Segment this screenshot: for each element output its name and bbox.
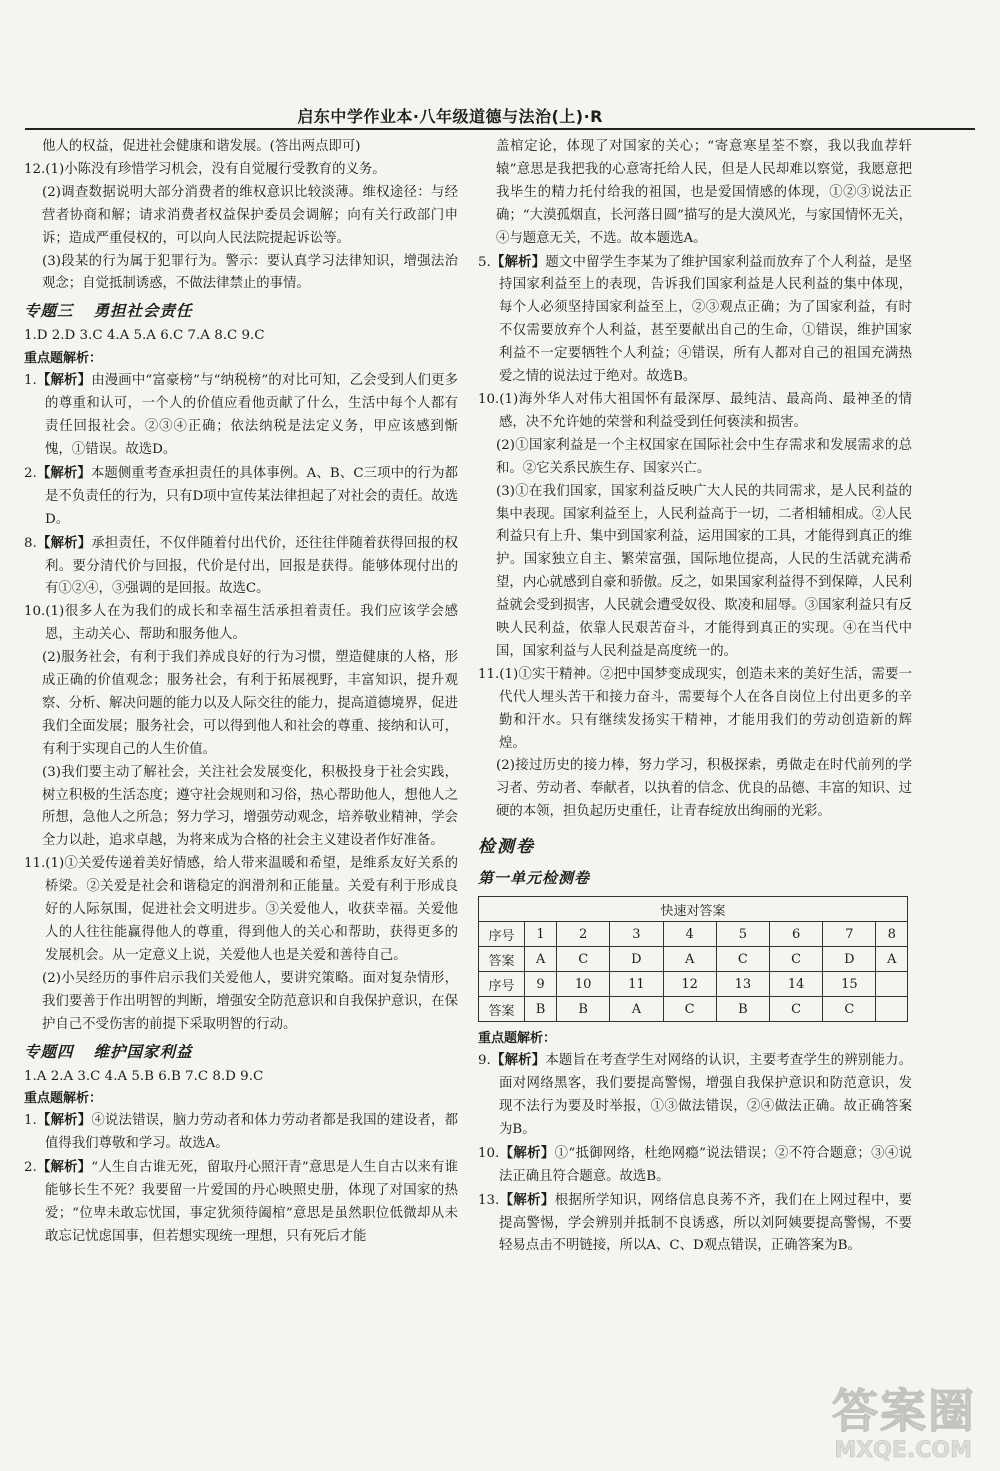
topic4-q11-part2: (2)接过历史的接力棒，努力学习，积极探索，勇做走在时代前列的学习者、劳动者、奉献者，以执着的信念、优良的品德、丰富的知识、过硬的本领，担负起历史重任，让青春绽放出绚丽的光彩。 <box>496 758 912 820</box>
continued-text: 盖棺定论，体现了对国家的关心；“寄意寒星荃不察，我以我血荐轩辕”意思是我把我的心意寄托给人民，但是人民却难以察觉，我愿意把我毕生的精力托付给我的祖国，也是爱国情感的体现，①②③说法正确；“大漠孤烟直，长河落日圆”描写的是大漠风光，与家国情怀无关，④与题意无关，不选。故本题选A。 <box>496 139 912 246</box>
topic3-q11-part1: 11.(1)①关爱传递着美好情感，给人带来温暖和希望，是维系友好关系的桥梁。②关爱是社会和谐稳定的润滑剂和正能量。关爱有利于形成良好的人际氛围，促进社会文明进步。③关爱他人，收获幸福。关爱他人的人往往能赢得他人的尊重，得到他人的关心和帮助，获得更多的发展机会。从一定意义上说，关爱他人也是关爱和善待自己。 <box>24 856 458 963</box>
topic4-title-a: 专题四 <box>24 1042 74 1061</box>
page-header <box>25 104 975 130</box>
topic4-title-b: 维护国家利益 <box>93 1042 193 1061</box>
topic3-analysis-8: 8.【解析】承担责任，不仅伴随着付出代价，还往往伴随着获得回报的权利。要分清代价与回报，代价是付出，回报是获得。能够体现付出的有①②④，③强调的是回报。故选C。 <box>24 534 459 597</box>
intro-text: 他人的权益，促进社会健康和谐发展。(答出两点即可) <box>42 139 361 154</box>
topic3-answers: 1.D 2.D 3.C 4.A 5.A 6.C 7.A 8.C 9.C <box>24 328 265 344</box>
topic4-q10-part1: 10.(1)海外华人对伟大祖国怀有最深厚、最纯洁、最高尚、最神圣的情感，决不允许她的荣誉和利益受到任何亵渎和损害。 <box>478 391 912 430</box>
topic3-title-a: 专题三 <box>24 302 74 321</box>
test-section-title: 检测卷 <box>478 837 535 858</box>
table-row: 答案 B B A C B C C <box>479 997 908 1022</box>
topic3-q10-part3: (3)我们要主动了解社会，关注社会发展变化，积极投身于社会实践，树立积极的生活态度；遵守社会规则和习俗，热心帮助他人，想他人之所想，急他人之所急；努力学习，增强劳动观念，培养敬业精神，学会全力以赴，追求卓越，为将来成为合格的社会主义建设者作好准备。 <box>42 764 458 849</box>
topic4-q10-part3: (3)①在我们国家，国家利益反映广大人民的共同需求，是人民利益的集中表现。国家利益至上，人民利益高于一切，二者相辅相成。②人民利益只有上升、集中到国家利益，运用国家的工具，才能得到真正的维护。国家独立自主、繁荣富强，国际地位提高，人民的生活就充满希望，内心就感到自豪和骄傲。反之，如果国家利益得不到保障，人民利益就会受到损害，人民就会遭受奴役、欺凌和屈辱。③国家利益只有反映人民利益，依靠人民艰苦奋斗，才能得到真正的实现。④在当代中国，国家利益与人民利益是高度统一的。 <box>496 483 912 659</box>
watermark-url: MXQE.COM <box>834 1438 972 1463</box>
topic3-q10-part1: 10.(1)很多人在为我们的成长和幸福生活承担着责任。我们应该学会感恩，主动关心、帮助和服务他人。 <box>24 604 458 643</box>
right-column <box>478 136 912 1258</box>
topic4-analysis-5: 5.【解析】题文中留学生李某为了维护国家利益而放弃了个人利益，是坚持国家利益至上的表现，告诉我们国家利益是人民利益的集中体现，每个人必须坚持国家利益至上，②③观点正确；为了国家利益，有时不仅需要放弃个人利益，甚至要献出自己的生命，①错误，维护国家利益不一定要牺牲个人利益；④错误，所有人都对自己的祖国充满热爱之情的说法过于绝对。故选B。 <box>478 253 913 385</box>
topic3-analysis-2: 2.【解析】本题侧重考查承担责任的具体事例。A、B、C三项中的行为都是不负责任的行为，只有D项中宣传某法律担起了对社会的责任。故选D。 <box>24 464 459 527</box>
topic4-title <box>24 1039 458 1066</box>
table-caption: 快速对答案 <box>479 897 908 922</box>
q12-part1: 12.(1)小陈没有珍惜学习机会，没有自觉履行受教育的义务。 <box>24 161 386 177</box>
unit-analysis-9: 9.【解析】本题旨在考查学生对网络的认识，主要考查学生的辨别能力。面对网络黑客，我们要提高警惕，增强自我保护意识和防范意识，发现不法行为要及时举报，①③做法错误，②④做法正确。故正确答案为B。 <box>478 1052 913 1137</box>
topic4-q10-part2: (2)①国家利益是一个主权国家在国际社会中生存需求和发展需求的总和。②它关系民族生存、国家兴亡。 <box>496 437 912 476</box>
table-row: 答案 A C D A C C D A <box>479 947 908 972</box>
watermark-text: 答案圈 <box>832 1384 976 1438</box>
q12-part2: (2)调查数据说明大部分消费者的维权意识比较淡薄。维权途径：与经营者协商和解；请求消费者权益保护委员会调解；向有关行政部门申诉；造成严重侵权的，可以向人民法院提起诉讼等。 <box>42 184 458 246</box>
quick-answer-table <box>478 896 908 1022</box>
unit-key-label: 重点题解析： <box>478 1031 557 1047</box>
topic4-answers: 1.A 2.A 3.C 4.A 5.B 6.B 7.C 8.D 9.C <box>24 1068 264 1084</box>
topic3-analysis-1: 1.【解析】由漫画中“富豪榜”与“纳税榜”的对比可知，乙会受到人们更多的尊重和认可，一个人的价值应看他贡献了什么，生活中每个人都有责任回报社会。②③④正确；依法纳税是法定义务，甲应该感到惭愧，①错误。故选D。 <box>24 372 459 457</box>
header-title: 启东中学作业本·八年级道德与法治(上)·R <box>297 107 603 126</box>
unit-analysis-13: 13.【解析】根据所学知识，网络信息良莠不齐，我们在上网过程中，要提高警惕，学会辨别并抵制不良诱惑，所以刘阿姨要提高警惕，不要轻易点击不明链接，所以A、C、D观点错误，正确答案为B。 <box>478 1191 913 1254</box>
topic4-key-label: 重点题解析： <box>24 1091 103 1107</box>
topic3-key-label: 重点题解析： <box>24 351 103 367</box>
table-row: 序号 9 10 11 12 13 14 15 <box>479 972 908 997</box>
unit-test-title: 第一单元检测卷 <box>478 869 591 888</box>
left-column <box>24 136 458 1249</box>
topic3-q11-part2: (2)小吴经历的事件启示我们关爱他人，要讲究策略。面对复杂情形，我们要善于作出明智的判断，增强安全防范意识和自我保护意识，在保护自己不受伤害的前提下采取明智的行动。 <box>42 970 458 1032</box>
table-row: 序号 1 2 3 4 5 6 7 8 <box>479 922 908 947</box>
topic3-title <box>24 298 458 325</box>
topic3-q10-part2: (2)服务社会，有利于我们养成良好的行为习惯，塑造健康的人格，形成正确的价值观念；服务社会，有利于拓展视野，丰富知识，提升观察、分析、解决问题的能力以及人际交往的能力，提高道德境界，促进我们全面发展；服务社会，可以得到他人和社会的尊重、接纳和认可，有利于实现自己的人生价值。 <box>42 650 458 757</box>
topic3-title-b: 勇担社会责任 <box>93 302 193 321</box>
q12-part3: (3)段某的行为属于犯罪行为。警示：要认真学习法律知识，增强法治观念；自觉抵制诱惑，不做法律禁止的事情。 <box>42 253 458 292</box>
topic4-analysis-2: 2.【解析】“人生自古谁无死，留取丹心照汗青”意思是人生自古以来有谁能够长生不死？我要留一片爱国的丹心映照史册，体现了对国家的热爱；“位卑未敢忘忧国，事定犹须待阖棺”意思是虽然职位低微却从未敢忘记忧虑国事，但若想实现统一理想，只有死后才能 <box>24 1159 458 1244</box>
topic4-q11-part1: 11.(1)①实干精神。②把中国梦变成现实，创造未来的美好生活，需要一代代人埋头苦干和接力奋斗，需要每个人在各自岗位上付出更多的辛勤和汗水。只有继续发扬实干精神，才能用我们的劳动创造新的辉煌。 <box>478 666 912 751</box>
topic4-analysis-1: 1.【解析】④说法错误，脑力劳动者和体力劳动者都是我国的建设者，都值得我们尊敬和学习。故选A。 <box>24 1112 459 1152</box>
watermark-logo <box>782 1373 982 1463</box>
unit-analysis-10: 10.【解析】①“抵御网络，杜绝网瘾”说法错误；②不符合题意；③④说法正确且符合题意。故选B。 <box>478 1144 912 1184</box>
